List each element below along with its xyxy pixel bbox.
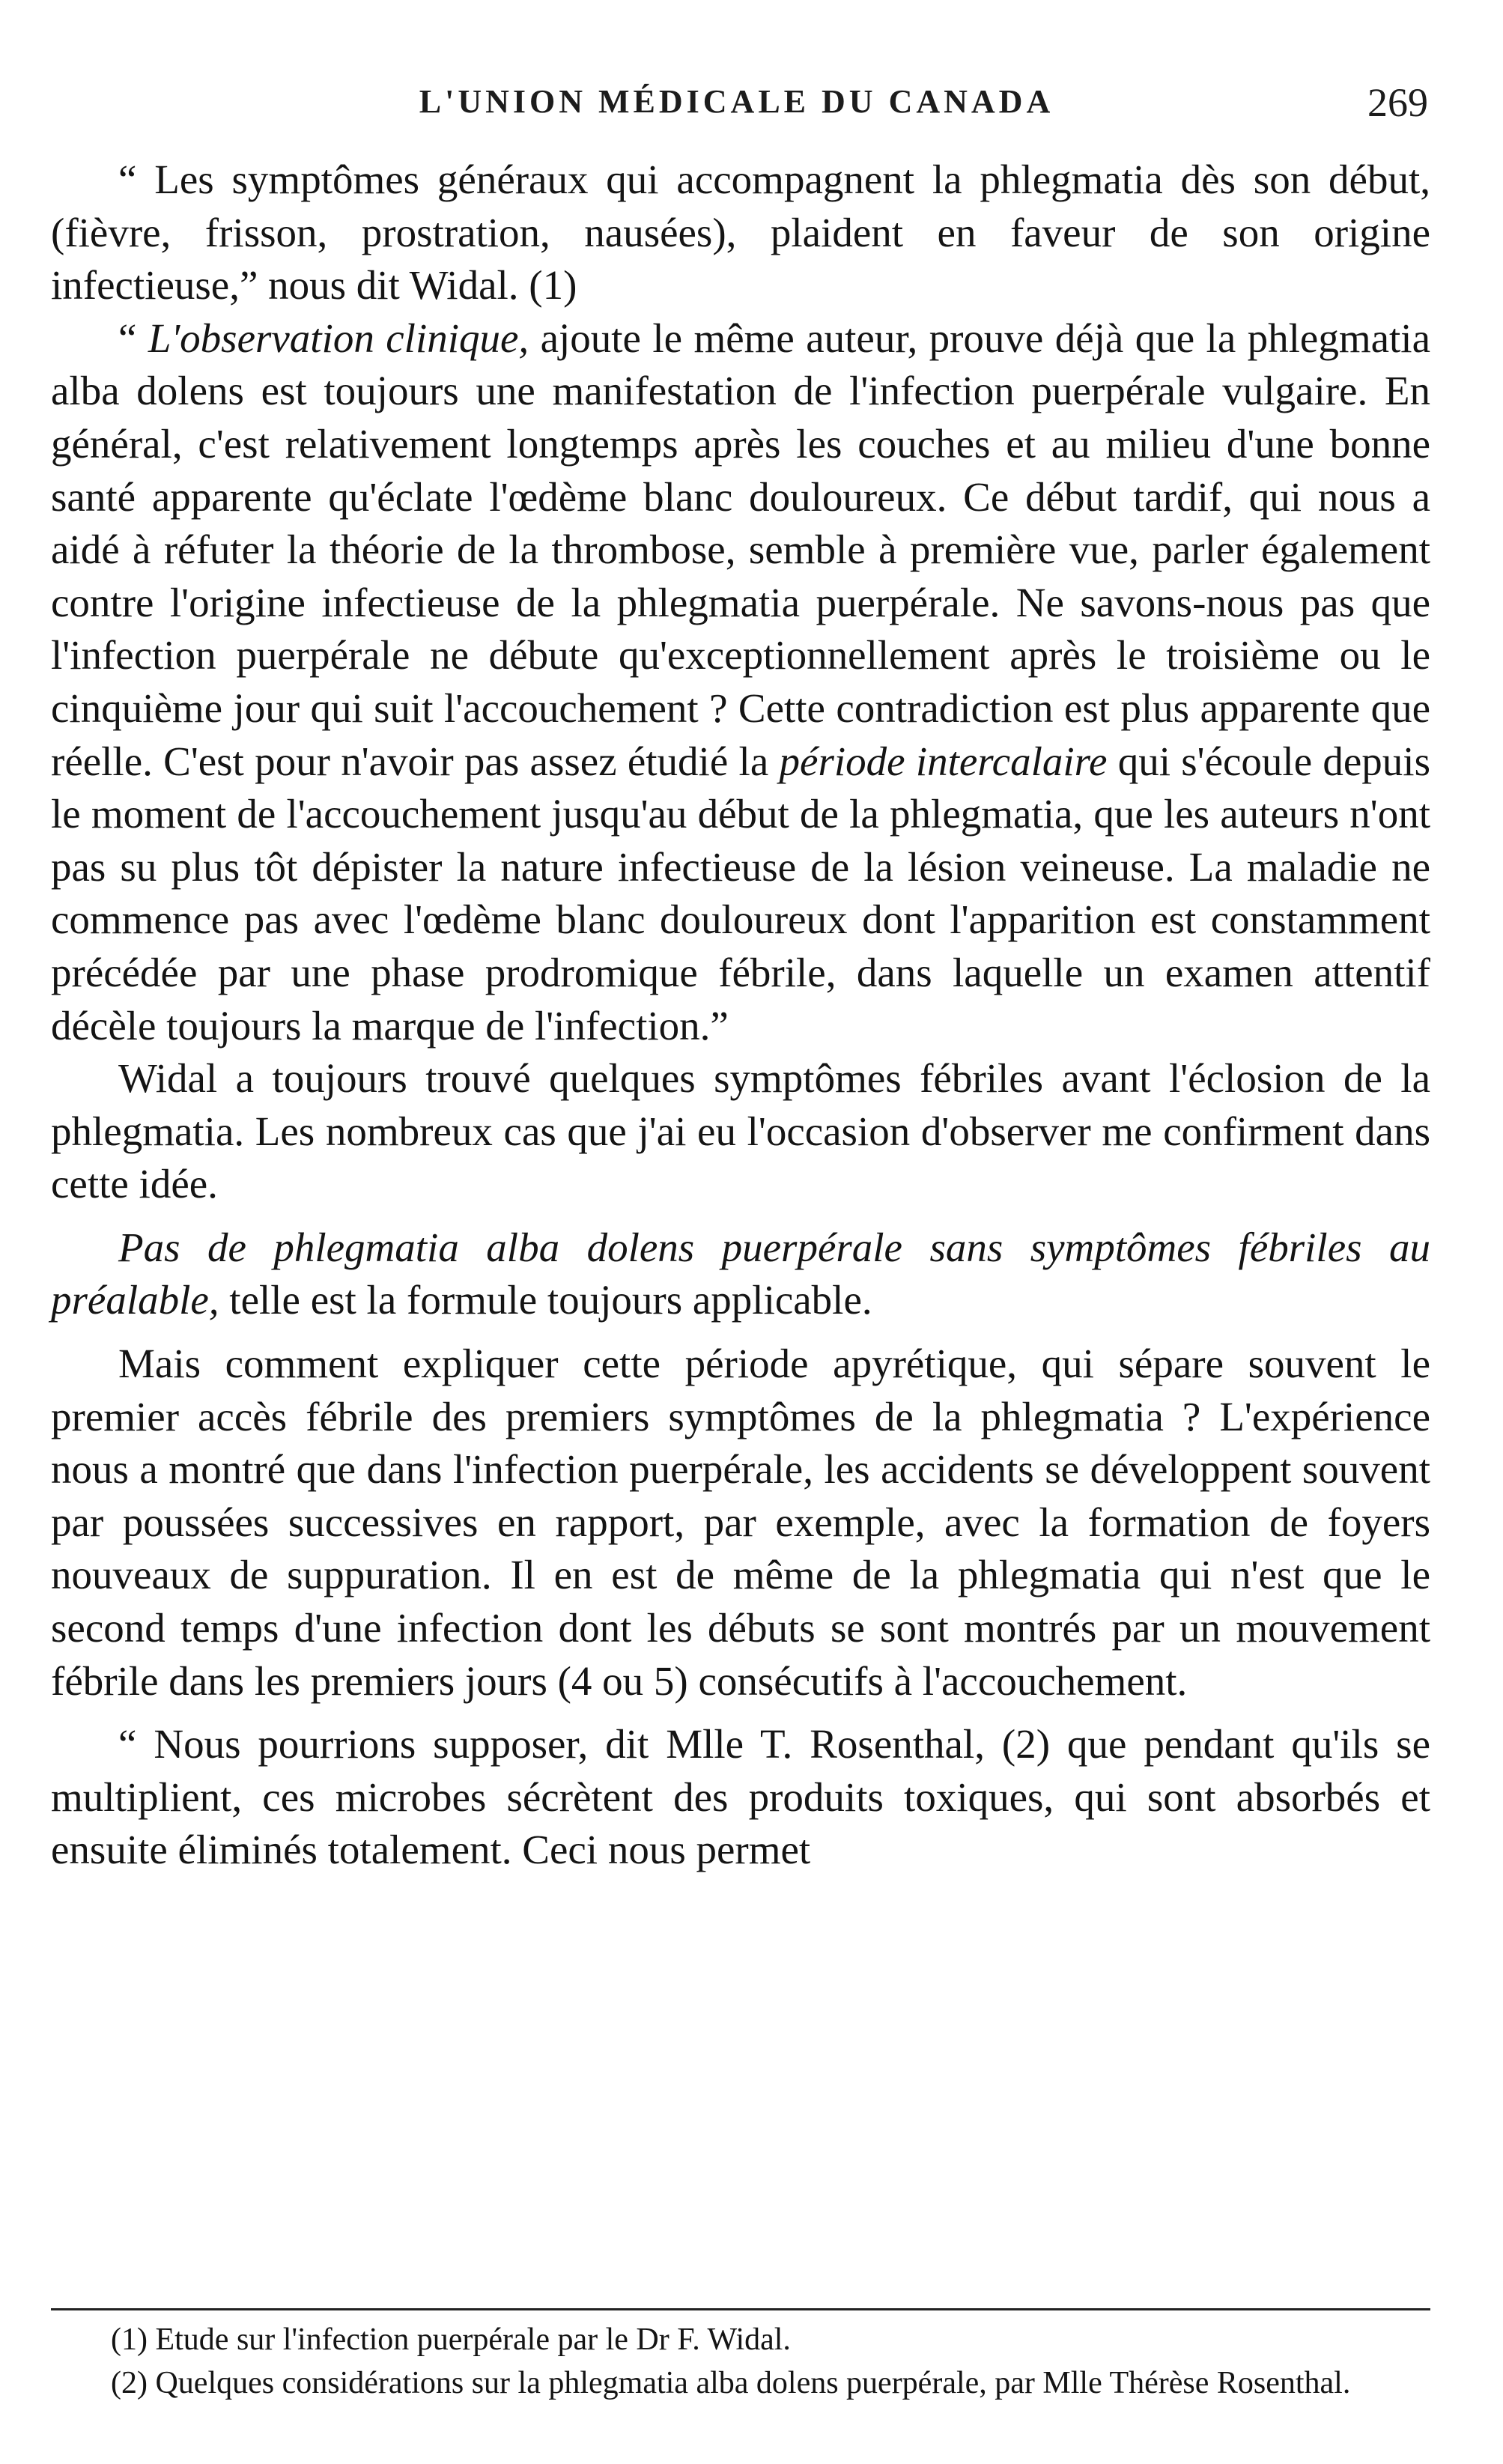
paragraph-4-italic: Pas de phlegmatia alba dolens puerpérale sans symptômes fébriles au préalable, (51, 1224, 1430, 1323)
paragraph-2-open-quote: “ (118, 315, 137, 361)
paragraph-2-italic-term: période intercalaire (779, 738, 1108, 784)
footnotes (51, 2318, 1430, 2405)
paragraph-4 (51, 1222, 1430, 1327)
paragraph-2-text-a: ajoute le même auteur, prouve déjà que la phlegmatia alba dolens est toujours une manifestation de l'infection puerpérale vulgaire. En général, c'est relativement longtemps après les couches et au milieu d'une bonne santé apparente qu'éclate l'œdème blanc douloureux. Ce début tardif, qui nous a aidé à réfuter la théorie de la thrombose, semble à première vue, parler également contre l'origine infectieuse de la phlegmatia puerpérale. Ne savons-nous pas que l'infection puerpérale ne débute qu'exceptionnellement après le troisième ou le cinquième jour qui suit l'accouchement ? Cette contradiction est plus apparente que réelle. C'est pour n'avoir pas assez étudié la (51, 315, 1430, 784)
footnote-rule (51, 2308, 1430, 2310)
paragraph-2 (51, 312, 1430, 1052)
paragraph-6: “ Nous pourrions supposer, dit Mlle T. Rosenthal, (2) que pendant qu'ils se multiplient, ces microbes sécrètent des produits toxiques, qui sont absorbés et ensuite éliminés totalement. Ceci nous permet (51, 1721, 1430, 1873)
footnote-2: (2) Quelques considérations sur la phlegmatia alba dolens puerpérale, par Mlle Thérèse Rosenthal. (111, 2366, 1351, 2400)
paragraph-2-italic-lead: L'observation clinique, (148, 315, 529, 361)
footnote-1: (1) Etude sur l'infection puerpérale par le Dr F. Widal. (111, 2322, 791, 2357)
paragraph-4-text: telle est la formule toujours applicable. (219, 1277, 872, 1323)
paragraph-3: Widal a toujours trouvé quelques symptômes fébriles avant l'éclosion de la phlegmatia. Les nombreux cas que j'ai eu l'occasion d'observer me confirment dans cette idée. (51, 1055, 1430, 1207)
paragraph-1: “ Les symptômes généraux qui accompagnent la phlegmatia dès son début, (fièvre, frisson, prostration, nausées), plaident en faveur de son origine infectieuse,” nous dit Widal. (1) (51, 157, 1430, 309)
journal-title: L'UNION MÉDICALE DU CANADA (419, 83, 1054, 120)
page-number: 269 (1367, 80, 1428, 125)
running-head (45, 82, 1428, 135)
body-text (51, 154, 1430, 1877)
paragraph-5: Mais comment expliquer cette période apyrétique, qui sépare souvent le premier accès fébrile des premiers symptômes de la phlegmatia ? L'expérience nous a montré que dans l'infection puerpérale, les accidents se développent souvent par poussées successives en rapport, par exemple, avec la formation de foyers nouveaux de suppuration. Il en est de même de la phlegmatia qui n'est que le second temps d'une infection dont les débuts se sont montrés par un mouvement fébrile dans les premiers jours (4 ou 5) consécutifs à l'accouchement. (51, 1341, 1430, 1704)
paragraph-2-text-b: qui s'écoule depuis le moment de l'accouchement jusqu'au début de la phlegmatia, que les auteurs n'ont pas su plus tôt dépister la nature infectieuse de la lésion veineuse. La maladie ne commence pas avec l'œdème blanc douloureux dont l'apparition est constamment précédée par une phase prodromique fébrile, dans laquelle un examen attentif décèle toujours la marque de l'infection.” (51, 738, 1430, 1049)
